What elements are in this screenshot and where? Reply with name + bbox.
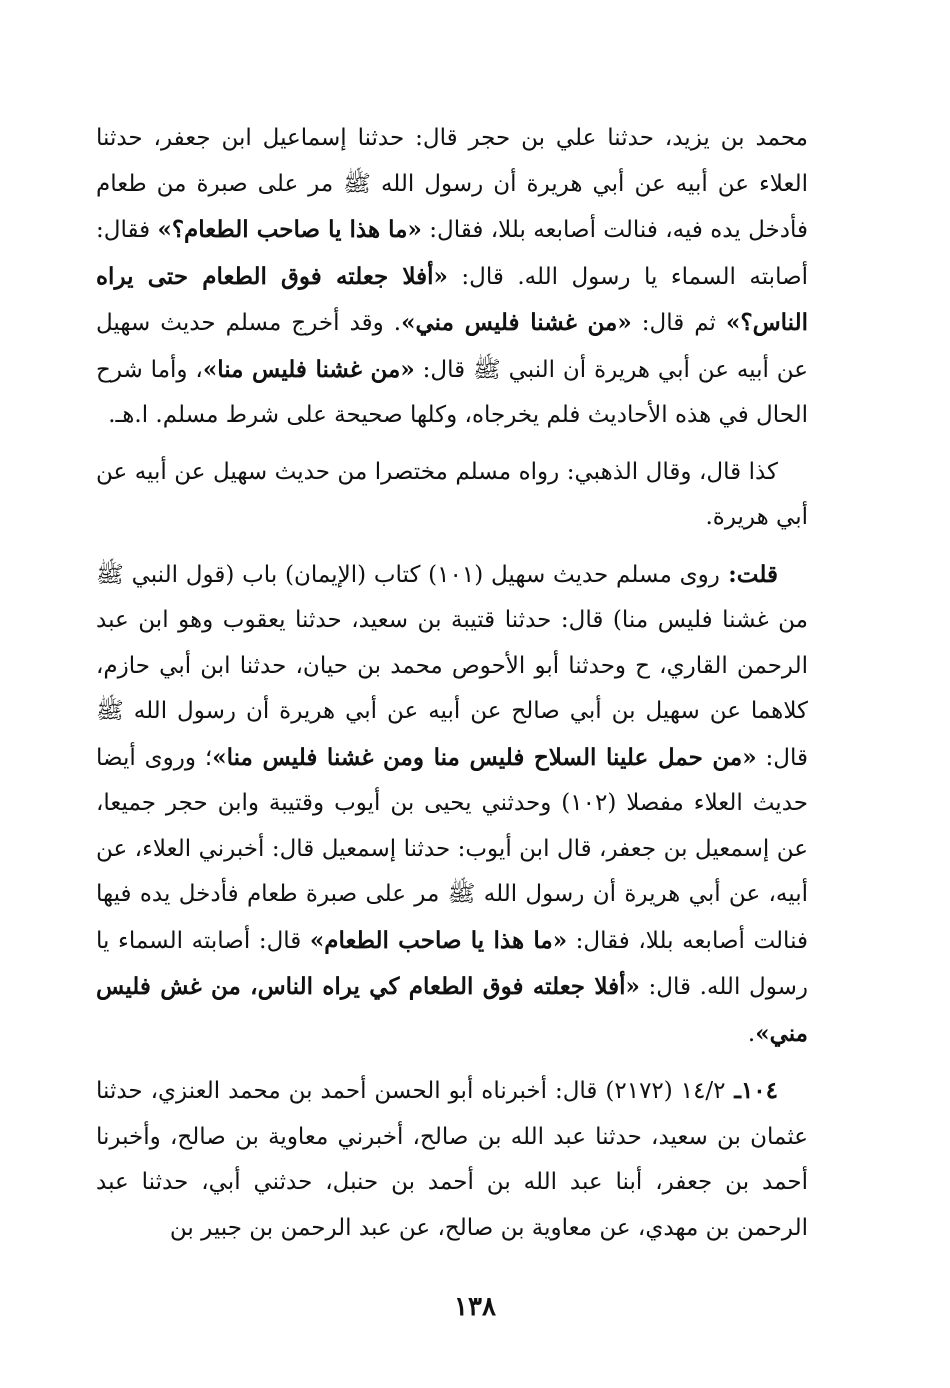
paragraph-4: ١٠٤ـ ١٤/٢ (٢١٧٢) قال: أخبرناه أبو الحسن أحمد بن محمد العنزي، حدثنا عثمان بن سعيد، حدثنا عبد الله بن صالح، أخبرني معاوية بن صالح، وأخبرنا أحمد بن جعفر، أبنا عبد الله بن أحمد بن حنبل، حدثني أبي، حدثنا عبد الرحمن بن مهدي، عن معاوية بن صالح، عن عبد الرحمن بن جبير بن — [96, 1077, 808, 1241]
paragraph-2: كذا قال، وقال الذهبي: رواه مسلم مختصرا من حديث سهيل عن أبيه عن أبي هريرة. — [96, 458, 808, 530]
body-text — [96, 116, 808, 1251]
paragraph-1: محمد بن يزيد، حدثنا علي بن حجر قال: حدثنا إسماعيل ابن جعفر، حدثنا العلاء عن أبيه عن أبي هريرة أن رسول الله ﷺ مر على صبرة من طعام فأدخل يده فيه، فنالت أصابعه بللا، فقال: «ما هذا يا صاحب الطعام؟» فقال: أصابته السماء يا رسول الله. قال: «أفلا جعلته فوق الطعام حتى يراه الناس؟» ثم قال: «من غشنا فليس مني». وقد أخرج مسلم حديث سهيل عن أبيه عن أبي هريرة أن النبي ﷺ قال: «من غشنا فليس منا»، وأما شرح الحال في هذه الأحاديث فلم يخرجاه، وكلها صحيحة على شرط مسلم. ا.هـ. — [96, 125, 809, 428]
paragraph-3: قلت: روى مسلم حديث سهيل (١٠١) كتاب (الإيمان) باب (قول النبي ﷺ من غشنا فليس منا) قال: حدثنا قتيبة بن سعيد، حدثنا يعقوب وهو ابن عبد الرحمن القاري، ح وحدثنا أبو الأحوص محمد بن حيان، حدثنا ابن أبي حازم، كلاهما عن سهيل بن أبي صالح عن أبيه عن أبي هريرة أن رسول الله ﷺ قال: «من حمل علينا السلاح فليس منا ومن غشنا فليس منا»؛ وروى أيضا حديث العلاء مفصلا (١٠٢) وحدثني يحيى بن أيوب وقتيبة وابن حجر جميعا، عن إسمعيل بن جعفر، قال ابن أيوب: حدثنا إسمعيل قال: أخبرني العلاء، عن أبيه، عن أبي هريرة أن رسول الله ﷺ مر على صبرة طعام فأدخل يده فيها فنالت أصابعه بللا، فقال: «ما هذا يا صاحب الطعام» قال: أصابته السماء يا رسول الله. قال: «أفلا جعلته فوق الطعام كي يراه الناس، من غش فليس مني». — [96, 560, 808, 1047]
hadith-number: ١٠٤ـ — [725, 1077, 778, 1104]
page-number: ١٣٨ — [454, 1292, 496, 1322]
